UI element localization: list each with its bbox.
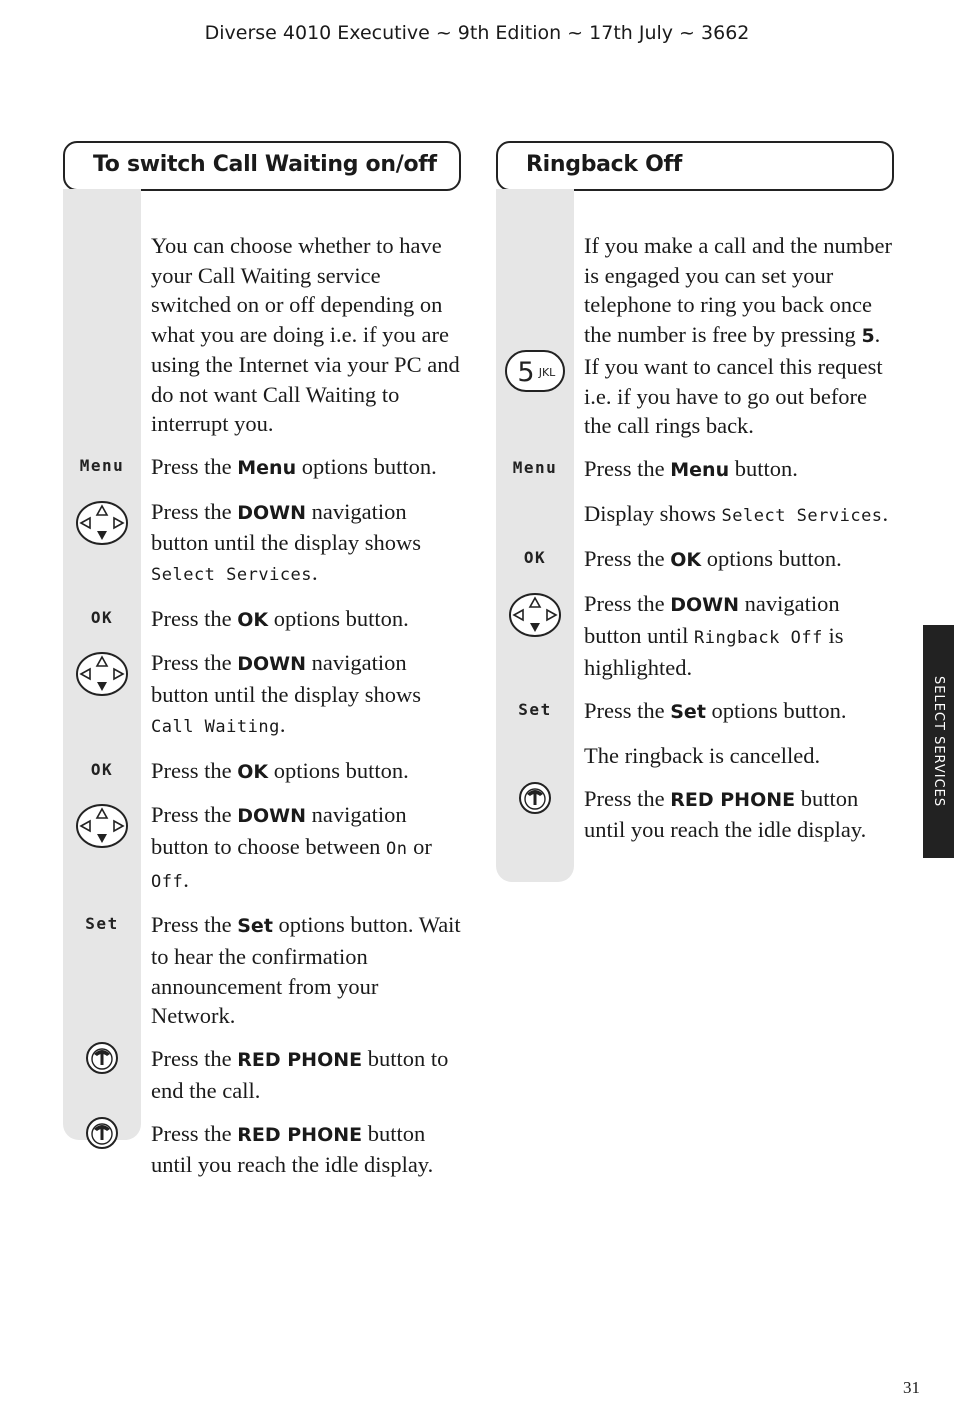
key-name: DOWN (237, 501, 307, 524)
menu-key-label: Menu (512, 457, 558, 477)
step-text: button to end the call. (151, 1046, 449, 1103)
step-text: options button. (268, 605, 409, 631)
step-text: options button. (296, 453, 437, 479)
key-name: RED PHONE (670, 788, 796, 811)
call-waiting-section (63, 141, 461, 1193)
key-name: OK (237, 608, 269, 631)
navigation-pad-icon (75, 651, 129, 697)
key-name: RED PHONE (237, 1049, 363, 1072)
set-key-label: Set (85, 914, 119, 934)
side-tab-label: SELECT SERVICES (931, 675, 946, 808)
step-down-2 (63, 648, 461, 755)
ok-key-label: OK (90, 607, 114, 627)
key-name: 5 (861, 325, 875, 348)
display-text: On (385, 838, 408, 859)
running-header: Diverse 4010 Executive ~ 9th Edition ~ 17th July ~ 3662 (204, 22, 750, 44)
step-text: navigation button until the display shows (151, 650, 421, 708)
navigation-pad-icon (75, 500, 129, 546)
key-5-icon (504, 349, 566, 393)
key-name: Set (670, 701, 706, 724)
step-intro (63, 231, 461, 452)
red-phone-icon (84, 1040, 120, 1076)
step-menu (496, 454, 894, 499)
display-text: Off (151, 871, 184, 892)
step-text: . (882, 500, 889, 526)
display-text: Select Services (721, 505, 883, 526)
set-key-label: Set (518, 700, 552, 720)
step-ok-2 (63, 756, 461, 801)
section-side-tab (923, 625, 954, 858)
step-text: is highlighted. (584, 622, 844, 681)
step-text: button until you reach the idle display. (584, 785, 867, 843)
display-text: Ringback Off (694, 627, 823, 648)
key-name: DOWN (237, 653, 307, 676)
step-text: The ringback is cancelled. (584, 742, 821, 768)
ok-key-label: OK (523, 548, 547, 568)
step-display (496, 499, 894, 545)
key-letters: JKL (538, 366, 556, 379)
step-cancelled (496, 741, 894, 784)
key-name: Menu (237, 456, 297, 479)
menu-key-label: Menu (79, 455, 125, 475)
step-text: Display shows (584, 500, 722, 526)
steps-body (63, 189, 461, 1193)
display-text: Call Waiting (151, 716, 280, 737)
step-text: . (183, 866, 189, 892)
step-text: button. (729, 455, 798, 481)
key-name: OK (237, 760, 269, 783)
intro-text: You can choose whether to have your Call Waiting service switched on or off depending on what you are doing i.e. if you are using the Internet via your PC and do not want Call Waiting to interrupt you. (151, 233, 460, 437)
ok-key-label: OK (90, 759, 114, 779)
step-text: . (312, 560, 318, 586)
section-title: Ringback Off (526, 152, 683, 177)
section-title-box (63, 141, 461, 191)
step-text: or (407, 833, 432, 859)
key-name: Menu (670, 458, 730, 481)
display-text: Select Services (151, 565, 313, 586)
step-text: Press the (151, 912, 238, 938)
step-down-3 (63, 800, 461, 910)
step-text: Press the (151, 802, 238, 828)
step-text: Press the (584, 698, 671, 724)
page-number: 31 (903, 1378, 920, 1397)
step-text: options button. (268, 757, 409, 783)
intro-text: . If you want to cancel this request i.e. if you have to go out before the call rings back. (584, 322, 883, 439)
step-intro (496, 231, 894, 454)
step-text: Press the (151, 605, 238, 631)
ringback-off-section (496, 141, 894, 858)
section-title: To switch Call Waiting on/off (93, 152, 437, 177)
step-down-1 (63, 497, 461, 604)
red-phone-icon (84, 1115, 120, 1151)
step-text: navigation button until (584, 591, 840, 648)
step-text: options button. (705, 698, 847, 724)
step-text: navigation button until the display shows (151, 498, 421, 556)
step-text: Press the (151, 1120, 238, 1146)
step-text: button until you reach the idle display. (151, 1120, 434, 1178)
red-phone-icon (517, 780, 553, 816)
step-text: Press the (151, 1046, 238, 1072)
step-red-phone-1 (63, 1044, 461, 1118)
step-text: options button. Wait to hear the confirmation announcement from your Network. (151, 912, 461, 1029)
step-text: Press the (584, 546, 671, 572)
step-set (496, 696, 894, 741)
step-text: Press the (584, 455, 671, 481)
key-digit: 5 (517, 357, 535, 388)
steps-body (496, 189, 894, 858)
step-ok (496, 544, 894, 589)
step-text: Press the (151, 498, 238, 524)
step-text: Press the (151, 453, 238, 479)
key-name: OK (670, 549, 702, 572)
navigation-pad-icon (75, 803, 129, 849)
step-text: Press the (584, 785, 671, 811)
step-text: navigation button to choose between (151, 802, 407, 859)
step-text: options button. (701, 546, 842, 572)
step-menu (63, 452, 461, 497)
step-red-phone-2 (63, 1119, 461, 1193)
step-ok-1 (63, 604, 461, 649)
section-title-box (496, 141, 894, 191)
step-text: Press the (584, 591, 671, 617)
navigation-pad-icon (508, 592, 562, 638)
step-text: . (279, 711, 286, 737)
step-set (63, 910, 461, 1044)
step-text: Press the (151, 757, 238, 783)
key-name: DOWN (237, 805, 307, 828)
key-name: DOWN (670, 594, 740, 617)
step-red-phone (496, 784, 894, 858)
step-down (496, 589, 894, 696)
intro-text: If you make a call and the number is engaged you can set your telephone to ring you back once the number is free by pressing (584, 233, 893, 348)
key-name: Set (237, 915, 273, 938)
step-text: Press the (151, 650, 238, 676)
key-name: RED PHONE (237, 1123, 363, 1146)
